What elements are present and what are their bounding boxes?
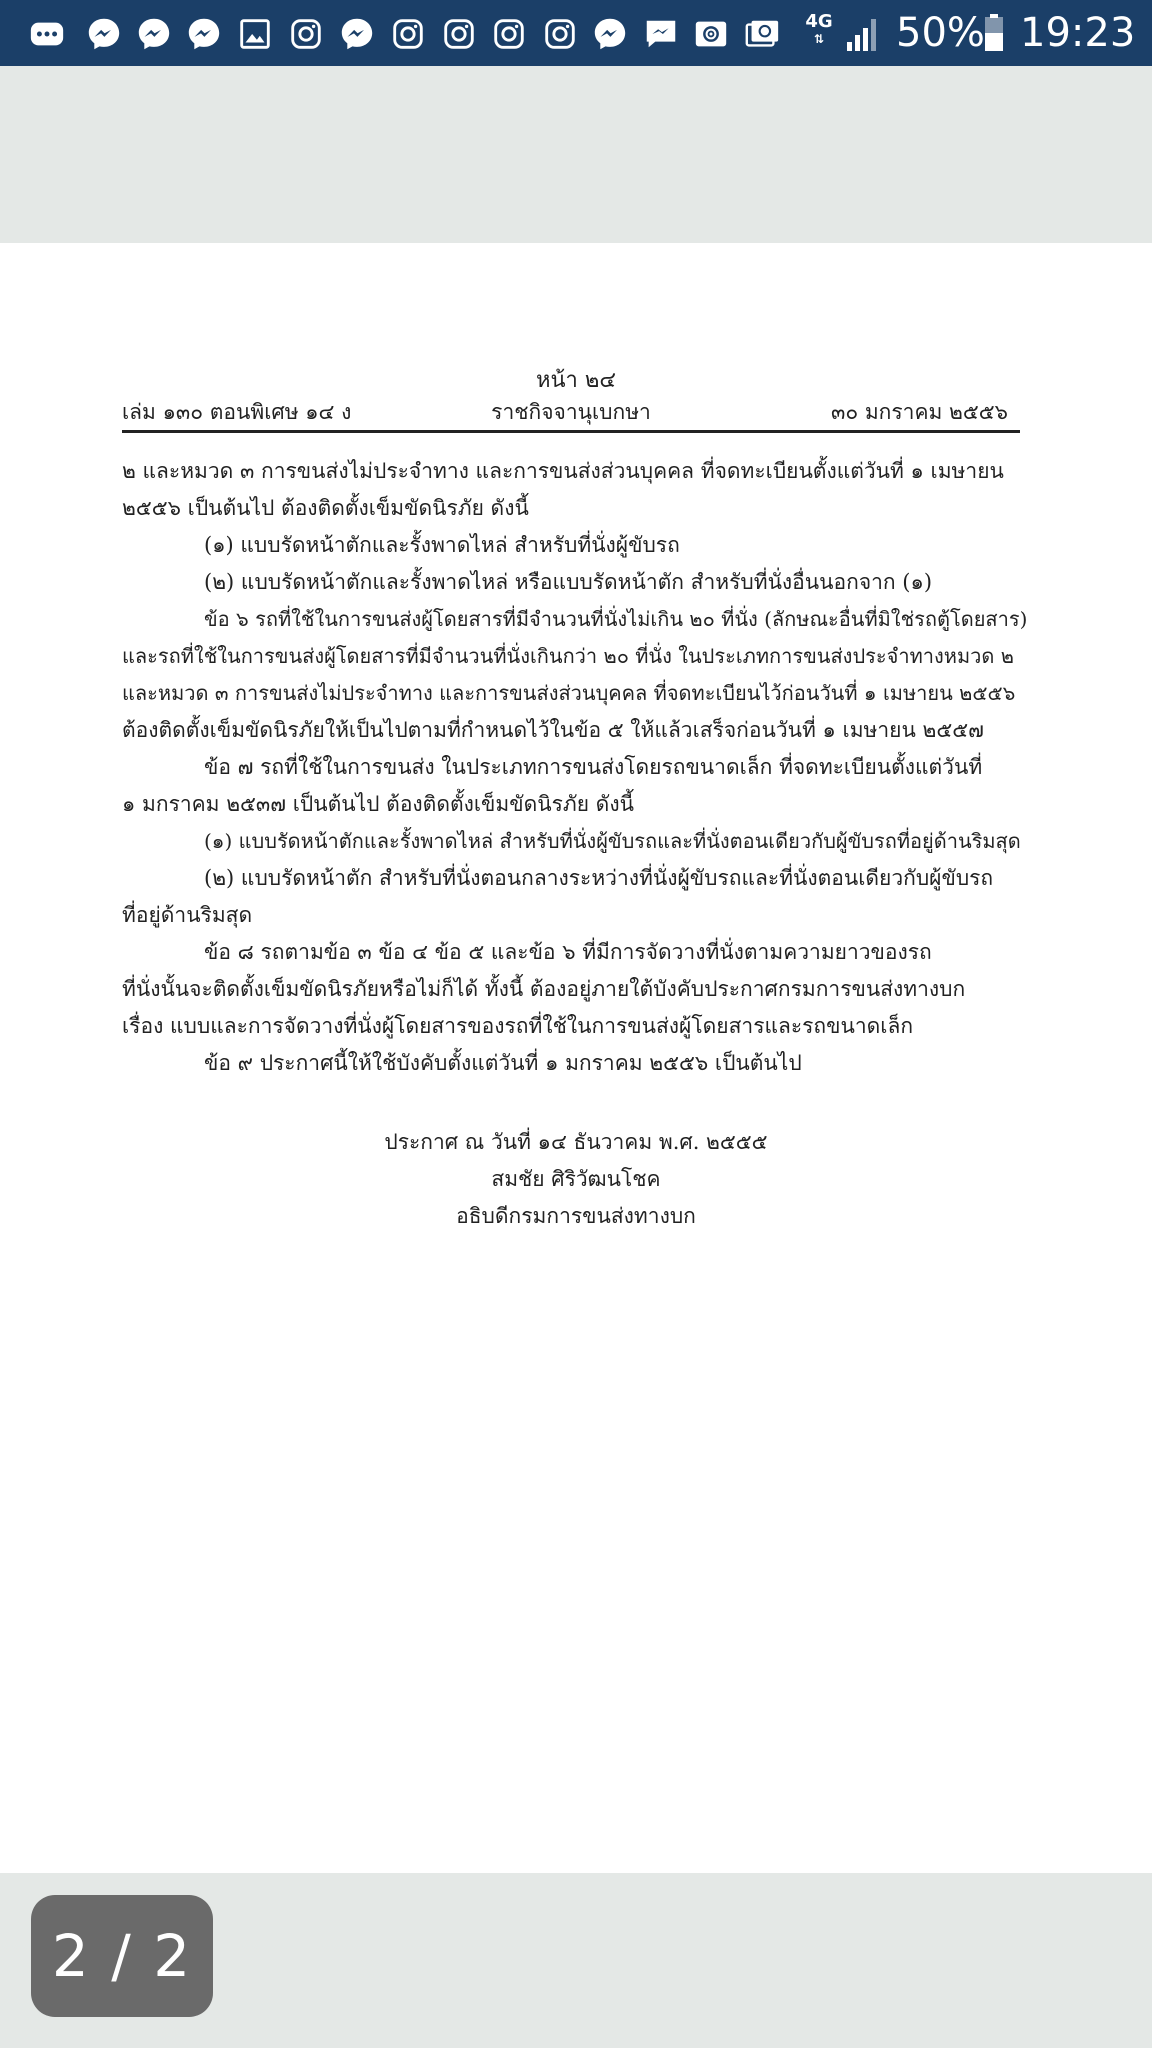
email-icon [692, 15, 730, 53]
body-line: ที่อยู่ด้านริมสุด [122, 903, 253, 927]
header-volume: เล่ม ๑๓๐ ตอนพิเศษ ๑๔ ง [122, 400, 352, 424]
body-line: ข้อ ๖ รถที่ใช้ในการขนส่งผู้โดยสารที่มีจำนวนที่นั่งไม่เกิน ๒๐ ที่นั่ง (ลักษณะอื่นที่มิใช่รถตู้โดยสาร) [204, 607, 1028, 631]
body-line: ๒๕๕๖ เป็นต้นไป ต้องติดตั้งเข็มขัดนิรภัย ดังนี้ [122, 496, 529, 520]
chat-icon [642, 15, 680, 53]
document-page-number: หน้า ๒๔ [535, 368, 617, 393]
signature-title: อธิบดีกรมการขนส่งทางบก [456, 1204, 696, 1228]
gallery-icon [236, 15, 274, 53]
document-header [122, 396, 1020, 430]
body-line: และหมวด ๓ การขนส่งไม่ประจำทาง และการขนส่งส่วนบุคคล ที่จดทะเบียนไว้ก่อนวันที่ ๑ เมษายน ๒๕๕๖ [122, 681, 1016, 705]
body-line: ข้อ ๗ รถที่ใช้ในการขนส่ง ในประเภทการขนส่งโดยรถขนาดเล็ก ที่จดทะเบียนตั้งแต่วันที่ [204, 755, 983, 779]
instagram-icon [490, 15, 528, 53]
signature-name: สมชัย ศิริวัฒนโชค [491, 1167, 661, 1191]
body-line: ข้อ ๘ รถตามข้อ ๓ ข้อ ๔ ข้อ ๕ และข้อ ๖ ที่มีการจัดวางที่นั่งตามความยาวของรถ [204, 940, 932, 964]
status-clock: 19:23 [1020, 10, 1136, 56]
page-counter: 2 / 2 [31, 1895, 213, 2017]
body-line: เรื่อง แบบและการจัดวางที่นั่งผู้โดยสารของรถที่ใช้ในการขนส่งผู้โดยสารและรถขนาดเล็ก [122, 1014, 914, 1038]
body-line: (๒) แบบรัดหน้าตักและรั้งพาดไหล่ หรือแบบรัดหน้าตัก สำหรับที่นั่งอื่นนอกจาก (๑) [204, 570, 933, 594]
body-line: ต้องติดตั้งเข็มขัดนิรภัยให้เป็นไปตามที่กำหนดไว้ในข้อ ๕ ให้แล้วเสร็จก่อนวันที่ ๑ เมษายน ๒๕๕๗ [122, 718, 984, 742]
messenger-icon [185, 15, 223, 53]
battery-percent: 50% [896, 10, 985, 56]
body-line: (๑) แบบรัดหน้าตักและรั้งพาดไหล่ สำหรับที่นั่งผู้ขับรถและที่นั่งตอนเดียวกับผู้ขับรถที่อยู่ด้านริมสุด [204, 829, 1021, 853]
header-date: ๓๐ มกราคม ๒๕๕๖ [830, 400, 1008, 424]
signal-icon [846, 16, 880, 52]
body-line: และรถที่ใช้ในการขนส่งผู้โดยสารที่มีจำนวนที่นั่งเกินกว่า ๒๐ ที่นั่ง ในประเภทการขนส่งประจำทางหมวด ๒ [122, 644, 1014, 668]
body-line: ที่นั่งนั้นจะติดตั้งเข็มขัดนิรภัยหรือไม่ก็ได้ ทั้งนี้ ต้องอยู่ภายใต้บังคับประกาศกรมการขนส่งทางบก [122, 977, 966, 1001]
status-bar [0, 0, 1152, 66]
body-line: ๑ มกราคม ๒๕๓๗ เป็นต้นไป ต้องติดตั้งเข็มขัดนิรภัย ดังนี้ [122, 792, 634, 816]
network-type: 4G [805, 11, 833, 32]
email-icon [743, 15, 781, 53]
messenger-icon [85, 15, 123, 53]
body-line: (๑) แบบรัดหน้าตักและรั้งพาดไหล่ สำหรับที่นั่งผู้ขับรถ [204, 533, 680, 557]
instagram-icon [541, 15, 579, 53]
instagram-icon [287, 15, 325, 53]
instagram-icon [389, 15, 427, 53]
viewer-background-top [0, 66, 1152, 243]
header-divider [122, 430, 1020, 433]
messenger-icon [338, 15, 376, 53]
messenger-icon [591, 15, 629, 53]
instagram-icon [440, 15, 478, 53]
body-line: ๒ และหมวด ๓ การขนส่งไม่ประจำทาง และการขนส่งส่วนบุคคล ที่จดทะเบียนตั้งแต่วันที่ ๑ เมษายน [122, 459, 1004, 483]
network-indicator [804, 12, 834, 52]
signature-date: ประกาศ ณ วันที่ ๑๔ ธันวาคม พ.ศ. ๒๕๕๕ [384, 1130, 768, 1154]
data-arrows-icon: ⇅ [813, 32, 825, 46]
sms-icon [28, 15, 66, 53]
battery-icon [984, 14, 1004, 52]
body-line: (๒) แบบรัดหน้าตัก สำหรับที่นั่งตอนกลางระหว่างที่นั่งผู้ขับรถและที่นั่งตอนเดียวกับผู้ขับรถ [204, 866, 994, 890]
body-line: ข้อ ๙ ประกาศนี้ให้ใช้บังคับตั้งแต่วันที่ ๑ มกราคม ๒๕๕๖ เป็นต้นไป [204, 1051, 802, 1075]
messenger-icon [135, 15, 173, 53]
header-publication: ราชกิจจานุเบกษา [491, 400, 651, 424]
